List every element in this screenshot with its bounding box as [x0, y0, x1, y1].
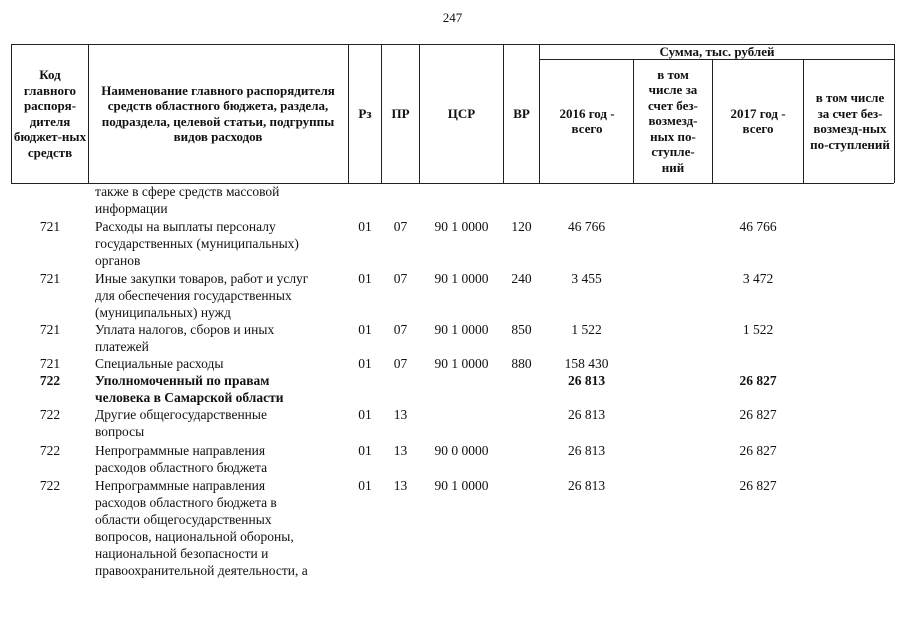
row-2017-total: 26 827 — [739, 373, 777, 388]
header-code: Код главного распоря-дителя бюджет-ных средств — [13, 67, 87, 160]
row-name-line: области общегосударственных — [95, 512, 272, 527]
row-name-line: правоохранительной деятельности, а — [95, 563, 308, 578]
row-2016-total: 26 813 — [567, 478, 606, 493]
row-csr: 90 0 0000 — [434, 443, 489, 458]
row-2017-total: 26 827 — [739, 443, 777, 458]
row-2017-total: 26 827 — [739, 407, 777, 422]
row-name-line: национальной безопасности и — [95, 546, 269, 561]
row-2016-total: 46 766 — [567, 219, 606, 234]
row-pr: 13 — [393, 478, 408, 493]
row-rz: 01 — [358, 443, 372, 458]
row-rz: 01 — [358, 478, 372, 493]
row-code: 722 — [39, 443, 61, 458]
row-2017-total: 46 766 — [739, 219, 777, 234]
row-pr: 13 — [393, 407, 408, 422]
row-code: 721 — [39, 322, 61, 337]
row-name-line: Специальные расходы — [95, 356, 224, 371]
row-vr: 120 — [511, 219, 532, 234]
row-name-line: расходов областного бюджета — [95, 460, 268, 475]
row-name-line: человека в Самарской области — [95, 390, 284, 405]
row-pr: 07 — [393, 271, 408, 286]
header-name: Наименование главного распорядителя средств областного бюджета, раздела, подраздела, целевой статьи, подгруппы видов расходов — [101, 82, 335, 144]
header-pr: ПР — [391, 105, 410, 121]
row-name-line: Уплата налогов, сборов и иных — [95, 322, 275, 337]
row-name-line: для обеспечения государственных — [95, 288, 292, 303]
row-name-line: Иные закупки товаров, работ и услуг — [95, 271, 309, 286]
row-rz: 01 — [358, 271, 372, 286]
row-2016-total: 1 522 — [571, 322, 602, 337]
row-csr: 90 1 0000 — [434, 271, 489, 286]
row-2016-total: 3 455 — [571, 271, 602, 286]
row-name-line: платежей — [95, 339, 149, 354]
row-2016-total: 26 813 — [567, 407, 606, 422]
row-csr: 90 1 0000 — [434, 322, 489, 337]
row-2016-total: 158 430 — [564, 356, 609, 371]
row-name-line: вопросы — [95, 424, 145, 439]
row-rz: 01 — [358, 322, 372, 337]
row-pr: 07 — [393, 356, 408, 371]
header-2016-total: 2016 год - всего — [559, 105, 615, 136]
row-vr: 880 — [511, 356, 532, 371]
row-pr: 13 — [393, 443, 408, 458]
row-rz: 01 — [358, 219, 372, 234]
row-rz: 01 — [358, 407, 372, 422]
row-name-line: вопросов, национальной обороны, — [95, 529, 294, 544]
header-2017-free: в том числе за счет без-возмезд-ных по-ступлений — [810, 90, 890, 152]
row-name-line: Другие общегосударственные — [95, 407, 267, 422]
row-name-line: также в сфере средств массовой — [95, 184, 280, 199]
row-csr: 90 1 0000 — [434, 219, 489, 234]
row-code: 722 — [39, 407, 61, 422]
row-rz: 01 — [358, 356, 372, 371]
row-code: 721 — [39, 356, 61, 371]
row-2017-total: 26 827 — [739, 478, 777, 493]
header-sum: Сумма, тыс. рублей — [659, 43, 775, 59]
row-name-line: Непрограммные направления — [95, 443, 266, 458]
row-name-line: Расходы на выплаты персоналу — [95, 219, 276, 234]
row-code: 721 — [39, 219, 61, 234]
header-2016-free: в том числе за счет без-возмезд-ных по-ступле-ний — [648, 66, 698, 175]
row-2016-total: 26 813 — [567, 373, 606, 388]
page-number: 247 — [442, 10, 463, 25]
row-2017-total: 3 472 — [742, 271, 774, 286]
header-vr: ВР — [513, 105, 530, 121]
header-2017-total: 2017 год - всего — [730, 105, 786, 136]
row-name-line: органов — [95, 253, 141, 268]
row-2017-total: 1 522 — [742, 322, 774, 337]
row-name-line: Уполномоченный по правам — [95, 373, 270, 388]
row-name-line: информации — [95, 201, 168, 216]
row-name-line: (муниципальных) нужд — [95, 305, 231, 320]
row-pr: 07 — [393, 219, 408, 234]
header-csr: ЦСР — [447, 105, 476, 121]
row-code: 721 — [39, 271, 61, 286]
row-vr: 240 — [511, 271, 532, 286]
row-csr: 90 1 0000 — [434, 356, 489, 371]
row-csr: 90 1 0000 — [434, 478, 489, 493]
row-vr: 850 — [511, 322, 532, 337]
row-name-line: Непрограммные направления — [95, 478, 266, 493]
header-rz: Рз — [358, 105, 372, 121]
row-name-line: государственных (муниципальных) — [95, 236, 299, 251]
row-code: 722 — [39, 478, 61, 493]
row-pr: 07 — [393, 322, 408, 337]
row-2016-total: 26 813 — [567, 443, 606, 458]
row-name-line: расходов областного бюджета в — [95, 495, 277, 510]
row-code: 722 — [39, 373, 61, 388]
